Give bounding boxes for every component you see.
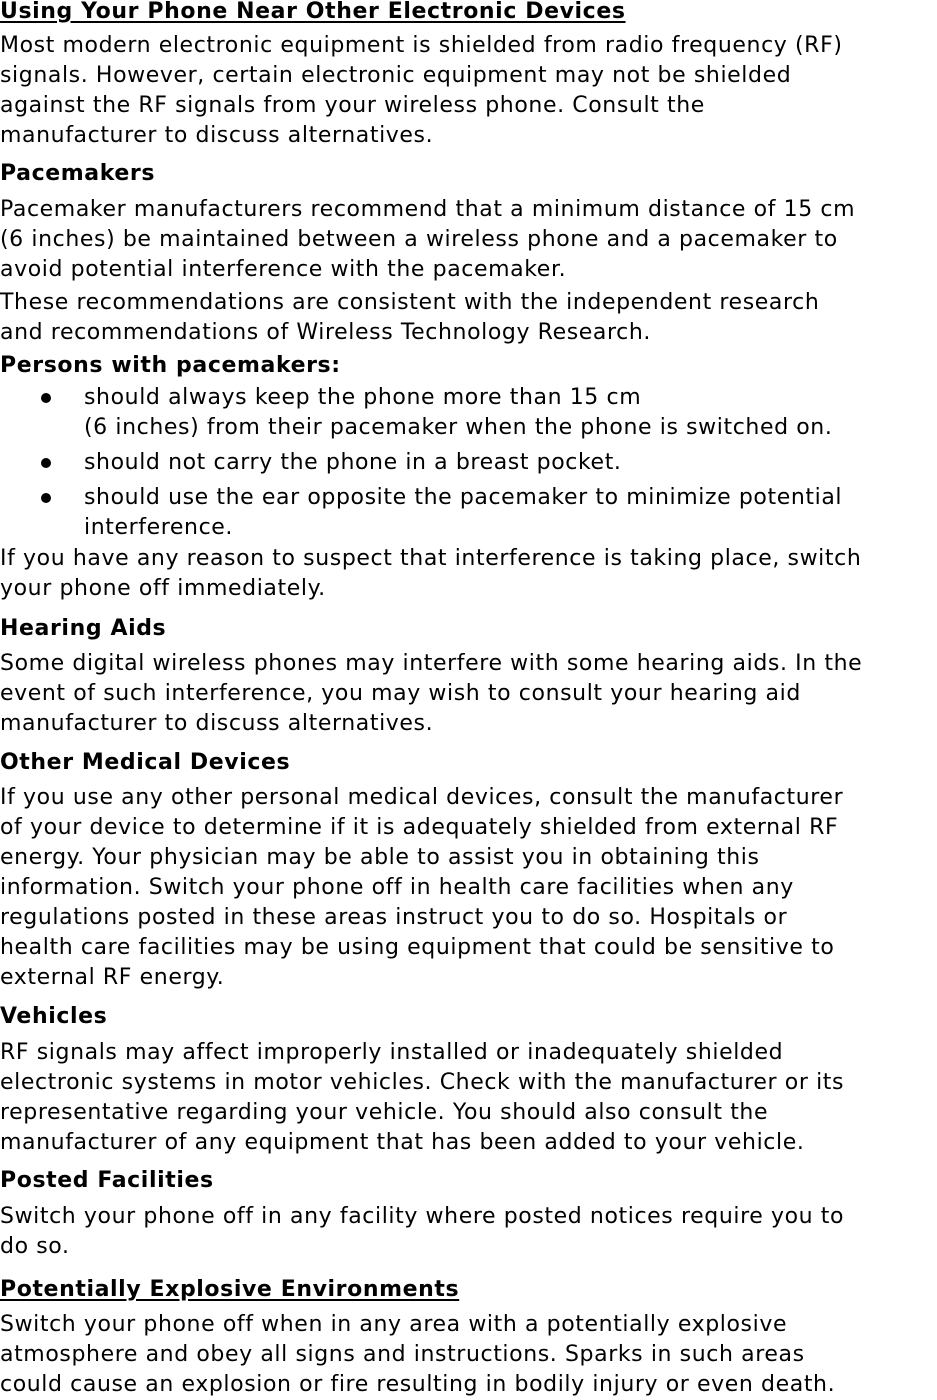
text-line: Pacemaker manufacturers recommend that a minimum distance of 15 cm xyxy=(0,197,856,222)
text-line: interference. xyxy=(84,515,234,540)
paragraph-posted-facilities xyxy=(0,1202,844,1262)
text-line: energy. Your physician may be able to assist you in obtaining this xyxy=(0,845,760,870)
text-line: These recommendations are consistent with the independent research xyxy=(0,290,820,315)
text-line: signals. However, certain electronic equipment may not be shielded xyxy=(0,63,792,88)
text-line: atmosphere and obey all signs and instructions. Sparks in such areas xyxy=(0,1342,805,1367)
text-line: regulations posted in these areas instruct you to do so. Hospitals or xyxy=(0,905,788,930)
bullet-dot-icon xyxy=(41,458,51,468)
pacemaker-bullet-list xyxy=(0,383,937,543)
paragraph-pacemakers-research xyxy=(0,288,819,348)
section-heading-other-medical-devices: Other Medical Devices xyxy=(0,750,291,775)
paragraph-other-medical-devices xyxy=(0,783,843,993)
section-heading-explosive-environments: Potentially Explosive Environments xyxy=(0,1277,460,1302)
bullet-dot-icon xyxy=(41,493,51,503)
text-line: your phone off immediately. xyxy=(0,576,326,601)
paragraph-explosive-environments xyxy=(0,1310,835,1400)
text-line: should always keep the phone more than 15 cm xyxy=(84,385,642,410)
text-line: external RF energy. xyxy=(0,965,225,990)
text-line: should not carry the phone in a breast pocket. xyxy=(84,450,622,475)
text-line: Switch your phone off when in any area with a potentially explosive xyxy=(0,1312,788,1337)
text-line: electronic systems in motor vehicles. Check with the manufacturer or its xyxy=(0,1070,845,1095)
text-line: information. Switch your phone off in health care facilities when any xyxy=(0,875,794,900)
text-line: and recommendations of Wireless Technology Research. xyxy=(0,320,651,345)
paragraph-pacemakers-switch-off xyxy=(0,544,861,604)
text-line: manufacturer to discuss alternatives. xyxy=(0,711,434,736)
paragraph-hearing-aids xyxy=(0,649,862,739)
text-line: Some digital wireless phones may interfere with some hearing aids. In the xyxy=(0,651,863,676)
paragraph-vehicles xyxy=(0,1038,844,1158)
text-line: manufacturer to discuss alternatives. xyxy=(0,123,434,148)
text-line: If you use any other personal medical devices, consult the manufacturer xyxy=(0,785,844,810)
bullet-dot-icon xyxy=(41,393,51,403)
section-heading-posted-facilities: Posted Facilities xyxy=(0,1168,214,1193)
text-line: avoid potential interference with the pacemaker. xyxy=(0,257,567,282)
text-line: Switch your phone off in any facility where posted notices require you to xyxy=(0,1204,845,1229)
paragraph-pacemakers-distance xyxy=(0,195,855,285)
text-line: (6 inches) from their pacemaker when the phone is switched on. xyxy=(84,415,833,440)
section-heading-vehicles: Vehicles xyxy=(0,1004,108,1029)
list-item xyxy=(0,383,937,443)
list-item xyxy=(0,448,937,478)
text-line: Most modern electronic equipment is shielded from radio frequency (RF) xyxy=(0,33,843,58)
text-line: If you have any reason to suspect that interference is taking place, switch xyxy=(0,546,862,571)
text-line: do so. xyxy=(0,1234,70,1259)
text-line: RF signals may affect improperly installed or inadequately shielded xyxy=(0,1040,784,1065)
text-line: should use the ear opposite the pacemaker to minimize potential xyxy=(84,485,843,510)
list-item xyxy=(0,483,937,543)
text-line: of your device to determine if it is adequately shielded from external RF xyxy=(0,815,839,840)
section-heading-pacemakers: Pacemakers xyxy=(0,161,156,186)
text-line: representative regarding your vehicle. You should also consult the xyxy=(0,1100,769,1125)
text-line: manufacturer of any equipment that has been added to your vehicle. xyxy=(0,1130,805,1155)
section-heading-hearing-aids: Hearing Aids xyxy=(0,616,167,641)
text-line: against the RF signals from your wireless phone. Consult the xyxy=(0,93,705,118)
text-line: event of such interference, you may wish to consult your hearing aid xyxy=(0,681,801,706)
subheading-persons-with-pacemakers: Persons with pacemakers: xyxy=(0,353,341,378)
paragraph-near-devices xyxy=(0,31,843,151)
section-heading-near-devices: Using Your Phone Near Other Electronic Devices xyxy=(0,0,626,24)
text-line: health care facilities may be using equipment that could be sensitive to xyxy=(0,935,835,960)
text-line: (6 inches) be maintained between a wireless phone and a pacemaker to xyxy=(0,227,838,252)
text-line: could cause an explosion or fire resulting in bodily injury or even death. xyxy=(0,1372,836,1397)
